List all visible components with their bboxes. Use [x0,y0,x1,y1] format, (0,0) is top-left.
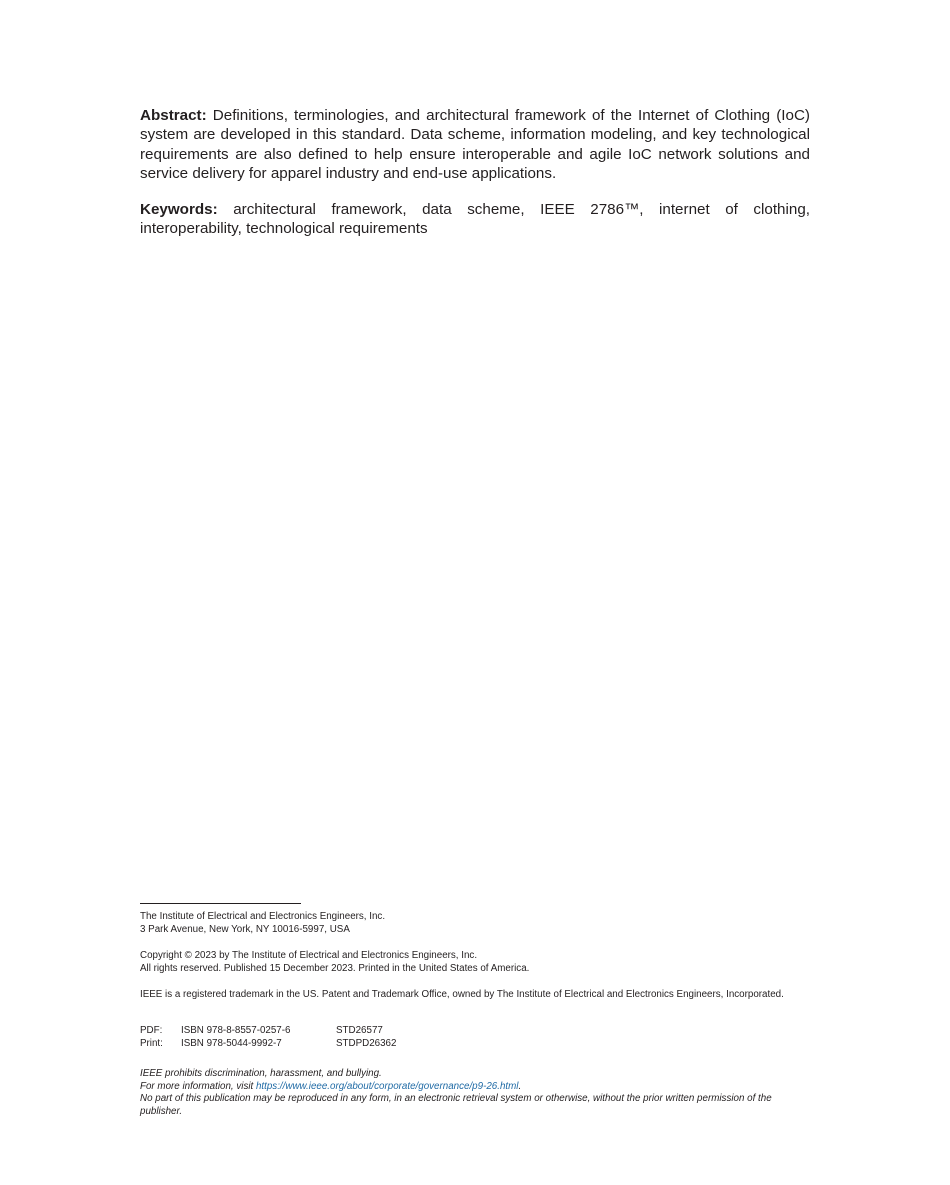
abstract-paragraph [140,106,810,184]
keywords-label: Keywords: [140,200,218,218]
legal-suffix: . [518,1080,522,1092]
footnote-divider [140,903,301,904]
keywords-paragraph [140,200,810,239]
isbn-number: ISBN 978-5044-9992-7 [181,1037,282,1049]
copyright-line-2: All rights reserved. Published 15 December 2023. Printed in the United States of America. [140,962,530,974]
abstract-text: Definitions, terminologies, and architectural framework of the Internet of Clothing (IoC) system are developed in this standard. Data scheme, information modeling, and key technological requirements are also defined to help ensure interoperable and agile IoC network solutions and service delivery for apparel industry and end-use applications. [140,107,810,183]
publisher-address: 3 Park Avenue, New York, NY 10016-5997, USA [140,923,350,935]
legal-line-3: No part of this publication may be reproduced in any form, in an electronic retrieval system or otherwise, without the prior written permission of the publisher. [140,1093,772,1117]
abstract-label: Abstract: [140,107,207,124]
isbn-row-print [140,1038,812,1051]
isbn-format: Print: [140,1037,163,1049]
legal-prefix: For more information, visit [140,1080,256,1092]
governance-link[interactable]: https://www.ieee.org/about/corporate/governance/p9-26.html [255,1080,519,1092]
trademark-notice: IEEE is a registered trademark in the US. Patent and Trademark Office, owned by The Institute of Electrical and Electronics Engineers, Incorporated. [140,989,784,1000]
copyright-line-1: Copyright © 2023 by The Institute of Electrical and Electronics Engineers, Inc. [140,950,478,961]
isbn-number: ISBN 978-8-8557-0257-6 [181,1025,291,1036]
isbn-format: PDF: [140,1025,163,1036]
isbn-block [140,1025,812,1050]
copyright-block [140,950,812,975]
trademark-block [140,989,812,1002]
isbn-row-pdf [140,1025,812,1038]
legal-line-1: IEEE prohibits discrimination, harassment, and bullying. [140,1068,382,1079]
legal-line-2 [140,1081,812,1094]
publisher-block [140,911,812,936]
legal-block [140,1068,812,1118]
publisher-name: The Institute of Electrical and Electronics Engineers, Inc. [140,911,386,922]
keywords-text: architectural framework, data scheme, IEEE 2786™, internet of clothing, interoperability, technological requirements [140,200,810,238]
isbn-std: STD26577 [336,1025,383,1036]
abstract-section [140,106,810,238]
isbn-std: STDPD26362 [336,1037,397,1049]
